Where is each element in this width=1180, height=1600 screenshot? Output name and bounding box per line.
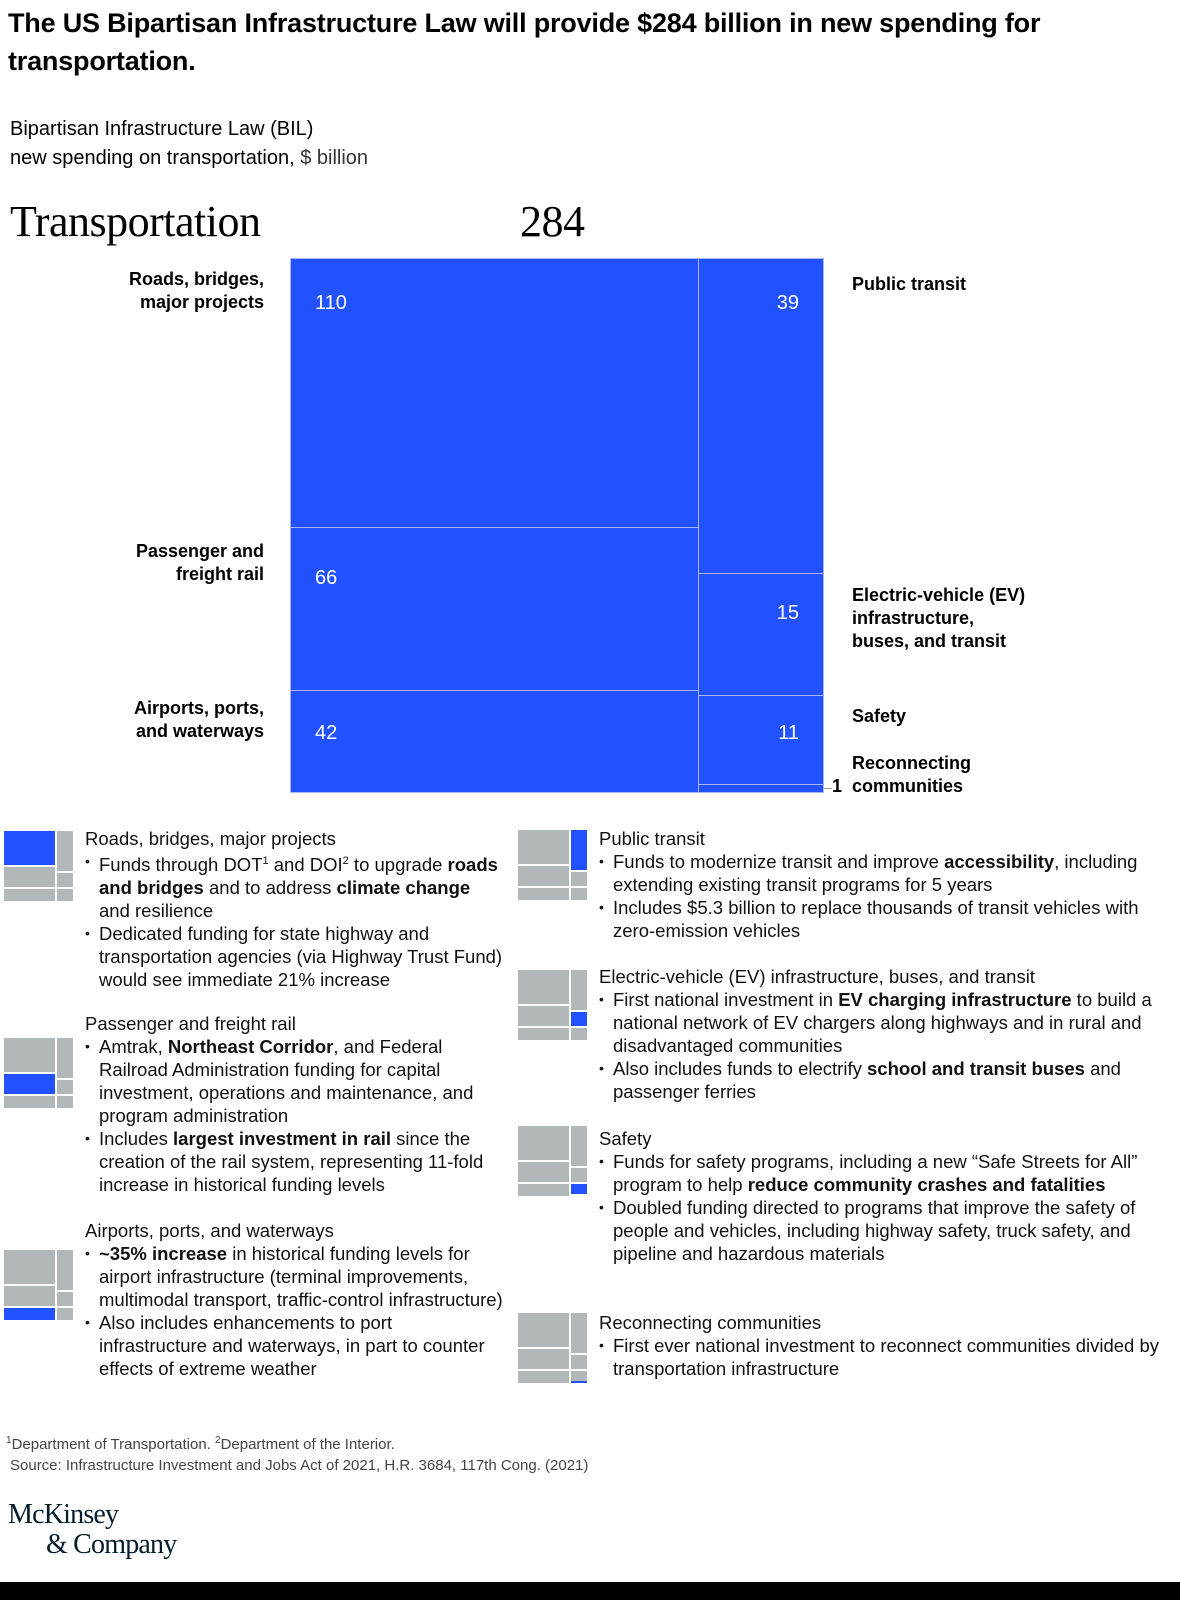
legend-item-airports	[85, 1219, 505, 1380]
legend-bullet: • Includes largest investment in rail since the creation of the rail system, representing 11-fold increase in historical funding levels	[85, 1127, 505, 1196]
mini-treemap-safety-icon	[518, 1126, 588, 1196]
legend-bullet: • Funds to modernize transit and improve accessibility, including extending existing transit programs for 5 years	[599, 850, 1169, 896]
legend-item-ev	[599, 965, 1169, 1103]
legend-bullet: • Also includes enhancements to port infrastructure and waterways, in part to counter effects of extreme weather	[85, 1311, 505, 1380]
legend-title: Reconnecting communities	[599, 1312, 822, 1333]
legend-bullet: • Doubled funding directed to programs that improve the safety of people and vehicles, including highway safety, truck safety, and pipeline and hazardous materials	[599, 1196, 1169, 1265]
subtitle-unit: $ billion	[300, 147, 369, 169]
treemap-block-safety	[698, 695, 824, 785]
label-rail: Passenger and freight rail	[135, 541, 264, 584]
block-value: 66	[315, 567, 338, 589]
category-label: Transportation	[10, 197, 261, 246]
block-value: 42	[315, 722, 338, 744]
subtitle-line-1: Bipartisan Infrastructure Law (BIL)	[10, 118, 314, 140]
mini-treemap-rail-icon	[4, 1038, 74, 1108]
source-note: Source: Infrastructure Investment and Jobs Act of 2021, H.R. 3684, 117th Cong. (2021)	[10, 1457, 589, 1474]
label-safety: Safety	[852, 706, 907, 726]
total-value: 284	[520, 197, 585, 246]
label-public-transit: Public transit	[852, 274, 967, 294]
treemap-block-roads	[290, 258, 699, 528]
legend-bullet: • Dedicated funding for state highway and transportation agencies (via Highway Trust Fund) would see immediate 21% increase	[85, 922, 505, 991]
legend-title: Electric-vehicle (EV) infrastructure, buses, and transit	[599, 966, 1035, 987]
treemap-block-rail	[290, 527, 699, 691]
subtitle-line-2	[10, 144, 368, 173]
subtitle-measure: new spending on transportation,	[10, 147, 295, 169]
legend-title: Passenger and freight rail	[85, 1013, 296, 1034]
legend-bullet: • Funds through DOT$^1$ and DOI$^2$ to upgrade roads and bridges and to address climate change and resilience	[85, 850, 505, 922]
mini-treemap-roads-icon	[4, 831, 74, 901]
footnotes	[6, 1430, 588, 1476]
legend-item-rail	[85, 1012, 505, 1196]
reconnecting-leader-line	[824, 788, 832, 789]
legend-title: Safety	[599, 1128, 652, 1149]
legend-bullet: • First national investment in EV charging infrastructure to build a national network of EV chargers along highways and in rural and disadvantaged communities	[599, 988, 1169, 1057]
mini-treemap-reconnecting-icon	[518, 1313, 588, 1383]
legend-bullet: • ~35% increase in historical funding levels for airport infrastructure (terminal improvements, multimodal transport, traffic-control infrastructure)	[85, 1242, 505, 1311]
legend-item-public-transit	[599, 827, 1169, 942]
treemap-block-reconnecting	[698, 784, 824, 793]
legend-item-safety	[599, 1127, 1169, 1265]
legend-item-roads	[85, 827, 505, 991]
legend-bullet: • Funds for safety programs, including a new “Safe Streets for All” program to help reduce community crashes and fatalities	[599, 1150, 1169, 1196]
legend-bullet: • Amtrak, Northeast Corridor, and Federal Railroad Administration funding for capital investment, operations and maintenance, and program administration	[85, 1035, 505, 1127]
reconnecting-value: 1	[832, 776, 843, 796]
legend-item-reconnecting	[599, 1311, 1169, 1380]
label-airports: Airports, ports, and waterways	[133, 698, 264, 741]
label-reconnecting: Reconnecting communities	[852, 753, 972, 796]
mckinsey-logo: McKinsey & Company	[8, 1499, 177, 1560]
chart-subtitle	[10, 115, 368, 173]
treemap-block-ev	[698, 573, 824, 696]
block-value: 39	[776, 292, 799, 314]
label-roads: Roads, bridges, major projects	[128, 269, 264, 312]
block-value: 110	[315, 292, 347, 314]
legend-title: Airports, ports, and waterways	[85, 1220, 334, 1241]
mini-treemap-airports-icon	[4, 1250, 74, 1320]
legend-bullet: • Also includes funds to electrify school and transit buses and passenger ferries	[599, 1057, 1169, 1103]
legend-bullet: • First ever national investment to reconnect communities divided by transportation infrastructure	[599, 1334, 1169, 1380]
mini-treemap-public-transit-icon	[518, 830, 588, 900]
block-value: 11	[778, 722, 799, 744]
legend-title: Public transit	[599, 828, 705, 849]
block-value: 15	[776, 602, 799, 624]
label-ev: Electric-vehicle (EV) infrastructure, buses, and transit	[852, 585, 1026, 651]
bottom-bar	[0, 1582, 1180, 1600]
mini-treemap-ev-icon	[518, 970, 588, 1040]
treemap-block-public-transit	[698, 258, 824, 574]
chart-title: The US Bipartisan Infrastructure Law will provide $284 billion in new spending for transportation.	[8, 8, 1041, 76]
legend-title: Roads, bridges, major projects	[85, 828, 336, 849]
legend-bullet: • Includes $5.3 billion to replace thousands of transit vehicles with zero-emission vehicles	[599, 896, 1169, 942]
footnote-definitions: $^1$Department of Transportation. $^2$Department of the Interior.	[6, 1435, 395, 1453]
treemap-block-airports	[290, 690, 699, 793]
